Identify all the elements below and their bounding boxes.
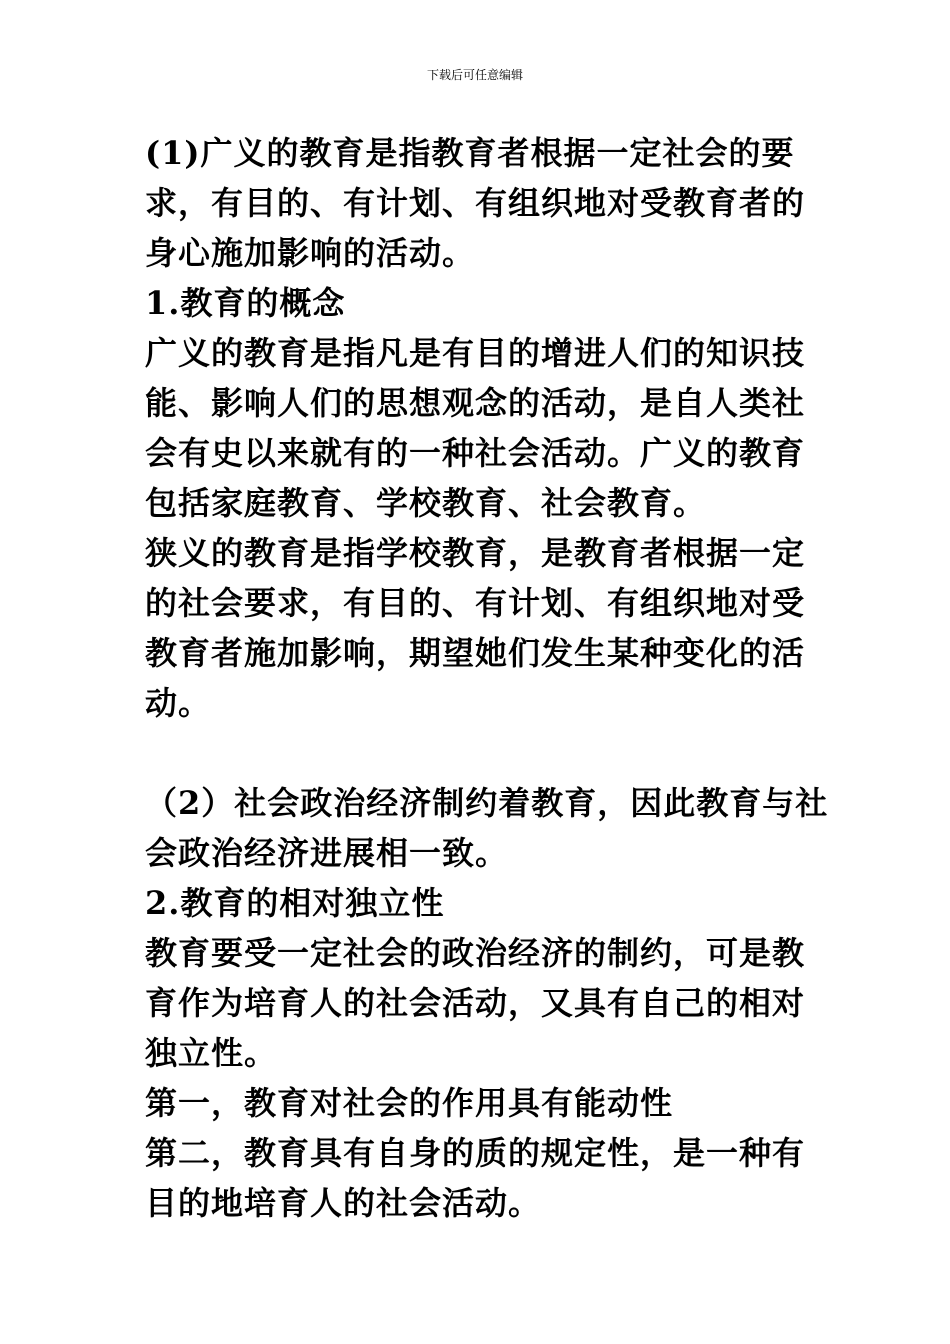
point-first: 第一，教育对社会的作用具有能动性 [145, 1084, 674, 1122]
document-body [145, 128, 835, 1228]
point-second: 第二，教育具有自身的质的规定性，是一种有目的地培育人的社会活动。 [145, 1134, 806, 1222]
paragraph-narrow-education: 狭义的教育是指学校教育，是教育者根据一定的社会要求，有目的、有计划、有组织地对受教育者施加影响，期望她们发生某种变化的活动。 [145, 534, 806, 722]
paragraph-independence: 教育要受一定社会的政治经济的制约，可是教育作为培育人的社会活动，又具有自己的相对独立性。 [145, 934, 806, 1072]
paragraph-politics-economy: （2）社会政治经济制约着教育，因此教育与社会政治经济进展相一致。 [145, 784, 829, 872]
paragraph-broad-education: 广义的教育是指凡是有目的增进人们的知识技能、影响人们的思想观念的活动，是自人类社会有史以来就有的一种社会活动。广义的教育包括家庭教育、学校教育、社会教育。 [145, 334, 806, 522]
paragraph-broad-definition: (1)广义的教育是指教育者根据一定社会的要求，有目的、有计划、有组织地对受教育者的身心施加影响的活动。 [145, 134, 806, 272]
heading-concept-of-education: 1.教育的概念 [145, 284, 346, 322]
paragraph-spacer [145, 728, 835, 778]
heading-relative-independence: 2.教育的相对独立性 [145, 884, 445, 922]
page-header: 下载后可任意编辑 [426, 68, 523, 82]
